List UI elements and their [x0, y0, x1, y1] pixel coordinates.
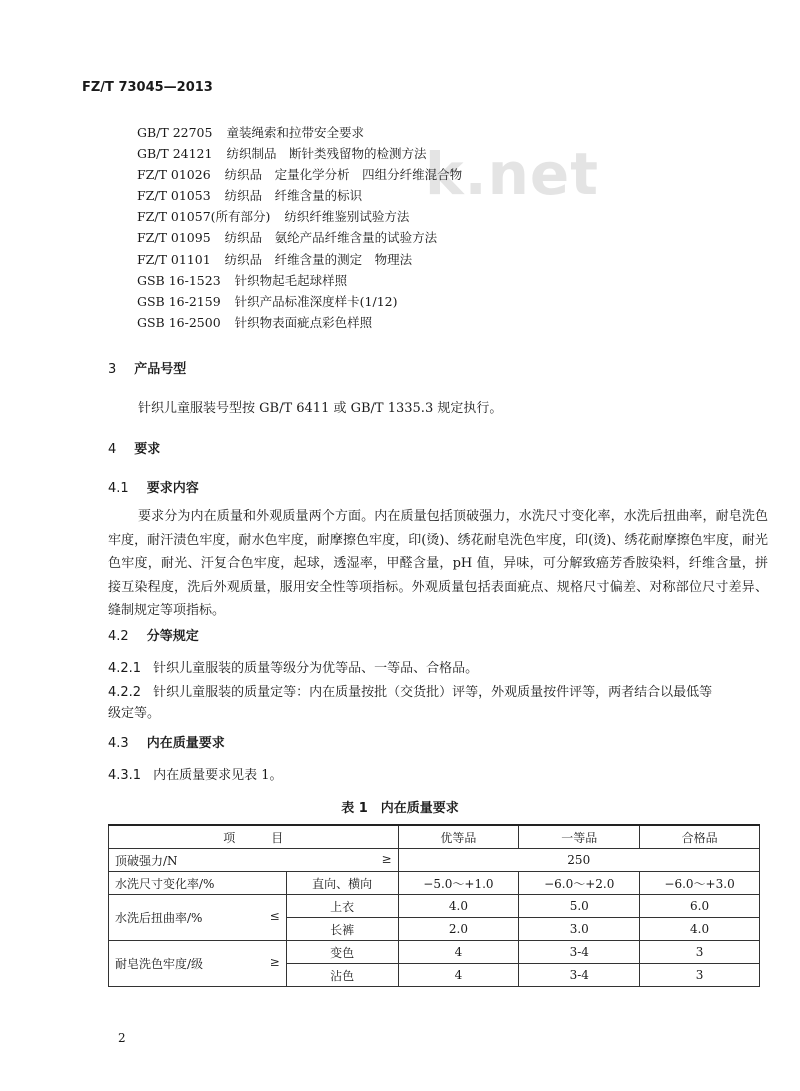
quality-table — [108, 824, 760, 987]
table-cell: 3 — [640, 941, 760, 964]
clause-text: 针织儿童服装的质量等级分为优等品、一等品、合格品。 — [153, 661, 479, 676]
table-cell: 250 — [398, 849, 759, 872]
row-symbol: ≥ — [381, 851, 392, 866]
row-symbol: ≥ — [269, 955, 280, 969]
section-title: 产品号型 — [134, 362, 187, 377]
table-cell: 4 — [398, 964, 519, 987]
section-number: 4.3 — [108, 736, 129, 751]
clause-text: 内在质量要求见表 1。 — [153, 768, 283, 783]
section-4-2-2 — [108, 681, 712, 700]
table-row — [109, 941, 760, 964]
reference-item — [137, 291, 462, 312]
reference-code: GSB 16-2500 — [137, 314, 221, 330]
reference-code: FZ/T 01095 — [137, 230, 211, 246]
reference-item — [137, 227, 462, 248]
section-number: 4.1 — [108, 481, 129, 496]
table-cell: 3 — [640, 964, 760, 987]
reference-title: 纺织制品 断针类残留物的检测方法 — [226, 146, 427, 162]
reference-title: 童装绳索和拉带安全要求 — [226, 125, 364, 140]
reference-item — [137, 312, 462, 333]
section-3-heading — [108, 358, 186, 377]
table-cell: −6.0～+2.0 — [519, 872, 640, 895]
clause-text: 针织儿童服装的质量定等：内在质量按批（交货批）评等，外观质量按件评等，两者结合以最低等 — [153, 685, 713, 700]
table-cell: 5.0 — [519, 895, 640, 918]
section-4-2-2-cont: 级定等。 — [108, 706, 161, 721]
table-cell: 3-4 — [519, 964, 640, 987]
header-grade-1: 优等品 — [398, 825, 519, 849]
section-title: 内在质量要求 — [146, 736, 225, 751]
section-title: 要求内容 — [146, 481, 199, 496]
standard-header: FZ/T 73045—2013 — [82, 80, 213, 95]
reference-code: FZ/T 01057(所有部分) — [137, 209, 271, 225]
reference-title: 纺织品 氨纶产品纤维含量的试验方法 — [224, 230, 438, 246]
row-name: 耐皂洗色牢度/级 — [115, 957, 204, 971]
section-number: 4.2.2 — [108, 685, 142, 700]
reference-code: FZ/T 01026 — [137, 167, 211, 183]
table-cell: −5.0～+1.0 — [398, 872, 519, 895]
reference-code: FZ/T 01053 — [137, 188, 211, 204]
section-number: 4.3.1 — [108, 768, 142, 783]
reference-item — [137, 164, 462, 185]
section-number: 3 — [108, 362, 117, 377]
reference-title: 纺织品 定量化学分析 四组分纤维混合物 — [224, 167, 463, 183]
row-sub: 直向、横向 — [286, 872, 398, 895]
reference-title: 纺织品 纤维含量的测定 物理法 — [224, 251, 413, 267]
reference-title: 针织产品标准深度样卡(1/12) — [234, 293, 398, 309]
section-number: 4.2 — [108, 629, 129, 644]
section-4-3-1 — [108, 764, 282, 783]
row-sub: 上衣 — [286, 895, 398, 918]
table-row — [109, 872, 760, 895]
reference-code: GSB 16-2159 — [137, 293, 221, 309]
section-4-3-heading — [108, 732, 225, 751]
reference-code: GSB 16-1523 — [137, 272, 221, 288]
reference-title: 纺织品 纤维含量的标识 — [224, 188, 363, 204]
reference-list — [137, 122, 462, 333]
reference-code: GB/T 22705 — [137, 125, 213, 140]
section-number: 4.2.1 — [108, 661, 142, 676]
table-header-row — [109, 825, 760, 849]
table-cell: 4.0 — [640, 918, 760, 941]
table-cell: 2.0 — [398, 918, 519, 941]
row-name: 水洗尺寸变化率/% — [109, 872, 287, 895]
reference-title: 纺织纤维鉴别试验方法 — [284, 209, 410, 225]
reference-item — [137, 185, 462, 206]
table-cell: 3.0 — [519, 918, 640, 941]
section-4-1-paragraph: 要求分为内在质量和外观质量两个方面。内在质量包括顶破强力，水洗尺寸变化率，水洗后扭曲率，耐皂洗色牢度，耐汗渍色牢度，耐水色牢度，耐摩擦色牢度，印(烫)、绣花耐皂洗色牢度，印(烫)、绣花耐摩擦色牢度，耐光色牢度，耐光、汗复合色牢度，起球，透湿率，甲醛含量，pH 值，异味，可分解致癌芳香胺染料，纤维含量，拼接互染程度，洗后外观质量，服用安全性等项指标。外观质量包括表面疵点、规格尺寸偏差、对称部位尺寸差异、缝制规定等项指标。 — [108, 509, 768, 618]
section-number: 4 — [108, 442, 117, 457]
table-caption: 表 1 内在质量要求 — [341, 801, 459, 816]
table-cell: −6.0～+3.0 — [640, 872, 760, 895]
row-name: 水洗后扭曲率/% — [115, 911, 203, 925]
section-3-text: 针织儿童服装号型按 GB/T 6411 或 GB/T 1335.3 规定执行。 — [138, 401, 503, 416]
reference-item — [137, 270, 462, 291]
section-4-2-1 — [108, 657, 478, 676]
reference-item — [137, 249, 462, 270]
reference-item — [137, 206, 462, 227]
table-cell: 6.0 — [640, 895, 760, 918]
row-label — [109, 849, 399, 872]
header-grade-3: 合格品 — [640, 825, 760, 849]
table-cell: 4.0 — [398, 895, 519, 918]
section-4-heading — [108, 438, 160, 457]
page-number: 2 — [118, 1031, 126, 1045]
table-cell: 4 — [398, 941, 519, 964]
row-label — [109, 895, 287, 941]
row-label — [109, 941, 287, 987]
reference-code: FZ/T 01101 — [137, 251, 211, 267]
section-title: 要求 — [134, 442, 161, 457]
reference-item — [137, 143, 462, 164]
reference-code: GB/T 24121 — [137, 146, 213, 162]
header-grade-2: 一等品 — [519, 825, 640, 849]
header-item: 项 目 — [109, 825, 399, 849]
table-row — [109, 895, 760, 918]
section-4-2-heading — [108, 625, 199, 644]
section-title: 分等规定 — [146, 629, 199, 644]
table-row — [109, 849, 760, 872]
row-sub: 沾色 — [286, 964, 398, 987]
table-cell: 3-4 — [519, 941, 640, 964]
section-4-1-heading — [108, 477, 199, 496]
watermark: k.net — [425, 140, 599, 208]
row-sub: 长裤 — [286, 918, 398, 941]
row-name: 顶破强力/N — [115, 853, 178, 868]
row-symbol: ≤ — [269, 909, 280, 923]
row-sub: 变色 — [286, 941, 398, 964]
reference-title: 针织物起毛起球样照 — [234, 272, 348, 288]
reference-item — [137, 122, 462, 143]
reference-title: 针织物表面疵点彩色样照 — [234, 314, 373, 330]
